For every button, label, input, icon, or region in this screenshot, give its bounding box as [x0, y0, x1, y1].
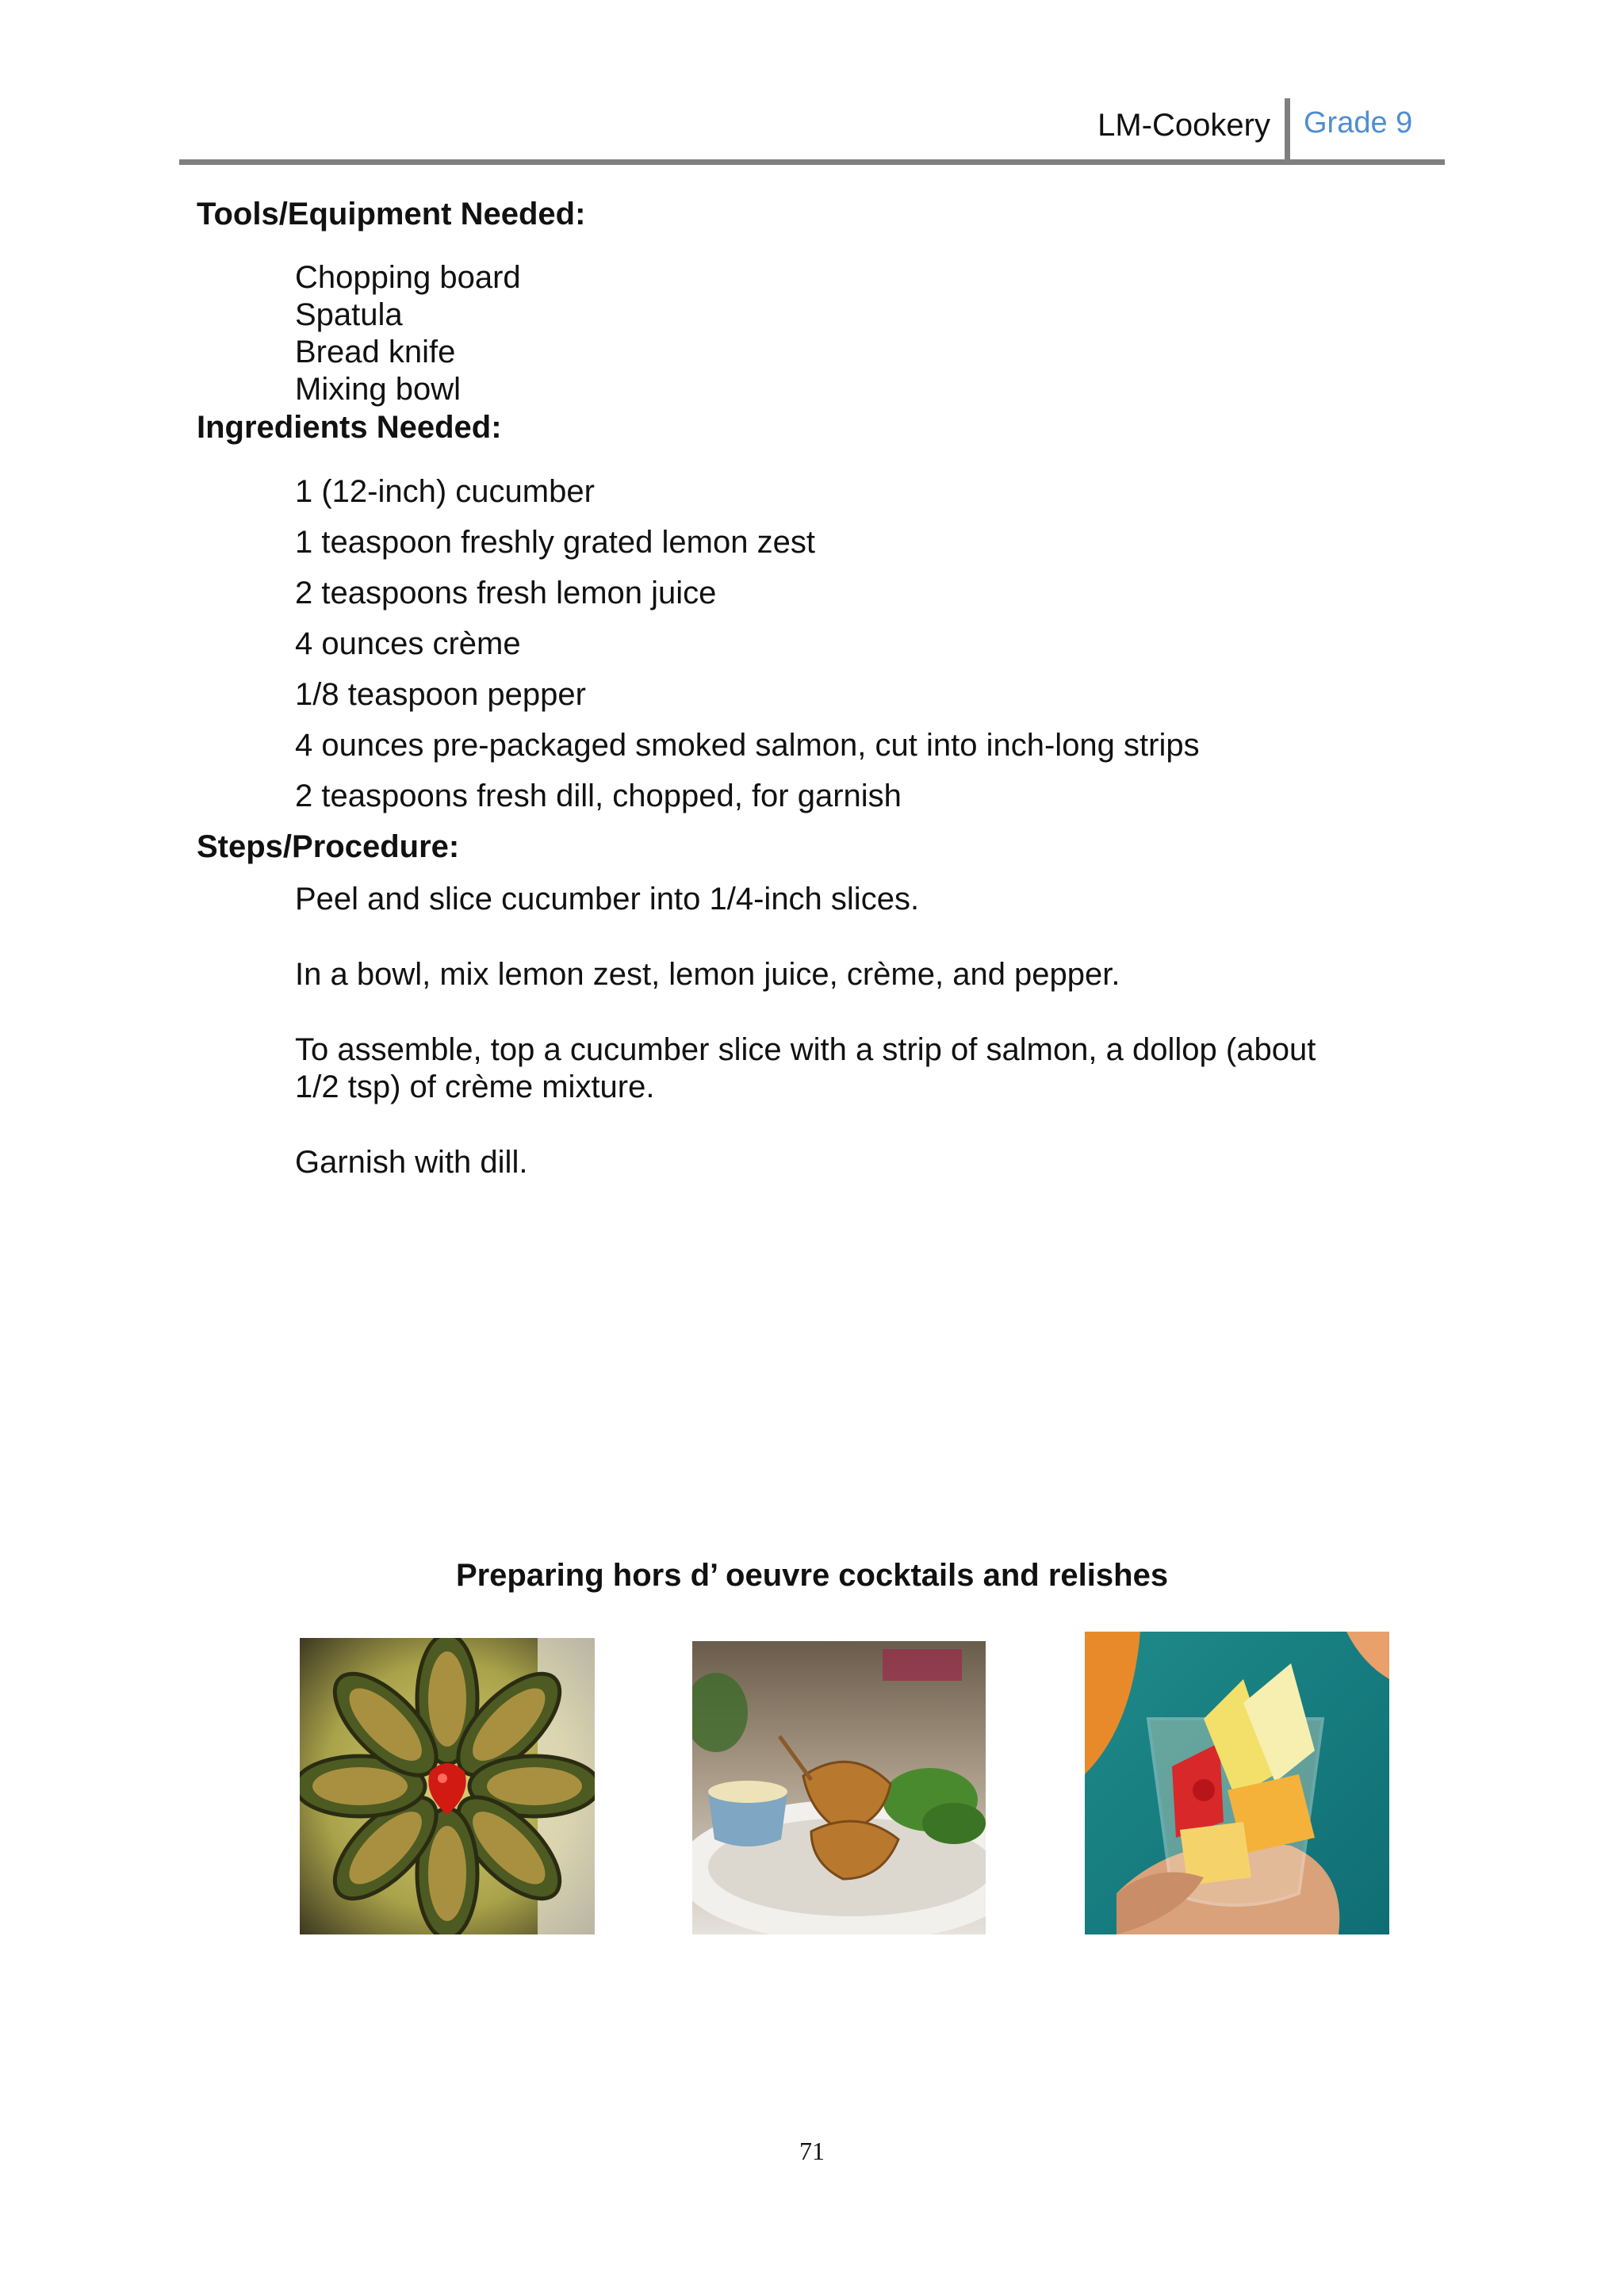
header-divider [1285, 98, 1290, 160]
step-item: To assemble, top a cucumber slice with a strip of salmon, a dollop (about [295, 1032, 1316, 1067]
ingredient-item: 1/8 teaspoon pepper [295, 677, 586, 712]
page-header [179, 95, 1445, 165]
step-item: Garnish with dill. [295, 1145, 528, 1180]
ingredient-item: 2 teaspoons fresh lemon juice [295, 576, 717, 610]
step-item: 1/2 tsp) of crème mixture. [295, 1070, 655, 1104]
tool-item: Chopping board [295, 260, 521, 295]
ingredients-heading: Ingredients Needed: [197, 410, 502, 445]
header-rule [179, 159, 1445, 165]
fried-shrimp-photo [692, 1641, 986, 1934]
ingredient-item: 1 (12-inch) cucumber [295, 474, 595, 509]
tools-heading: Tools/Equipment Needed: [197, 197, 586, 232]
ingredient-item: 4 ounces crème [295, 626, 521, 661]
page-number: 71 [799, 2137, 825, 2165]
ingredient-item: 1 teaspoon freshly grated lemon zest [295, 525, 815, 560]
step-item: In a bowl, mix lemon zest, lemon juice, crème, and pepper. [295, 957, 1120, 992]
fruit-cocktail-photo [1085, 1632, 1389, 1934]
tool-item: Bread knife [295, 335, 456, 369]
mussels-photo [300, 1638, 595, 1934]
tool-item: Spatula [295, 297, 403, 332]
steps-heading: Steps/Procedure: [197, 829, 460, 864]
ingredient-item: 4 ounces pre-packaged smoked salmon, cut into inch-long strips [295, 728, 1200, 763]
step-item: Peel and slice cucumber into 1/4-inch slices. [295, 882, 920, 916]
header-title: LM-Cookery [1097, 108, 1270, 143]
tool-item: Mixing bowl [295, 372, 461, 407]
ingredient-item: 2 teaspoons fresh dill, chopped, for garnish [295, 779, 902, 813]
photo-caption: Preparing hors d’ oeuvre cocktails and relishes [455, 1558, 1169, 1593]
header-grade: Grade 9 [1304, 106, 1413, 140]
